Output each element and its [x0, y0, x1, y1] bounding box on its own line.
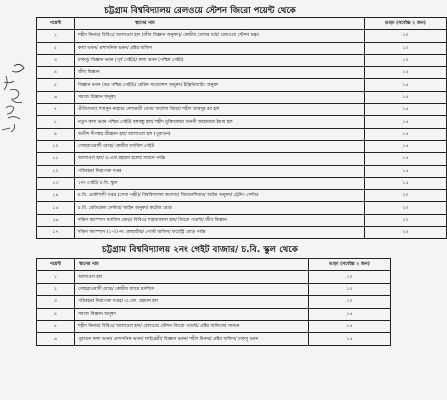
table-row — [37, 283, 391, 295]
table-row — [37, 153, 447, 165]
row-place: প্রীতিলতা/ শামসুন নাহার/ দেশনেত্রী বেগম খালেদা জিয়া/ শহীদ আবদুর রব হল — [75, 104, 365, 116]
row-point: ৮ — [37, 116, 75, 128]
table-row — [37, 128, 447, 140]
section2-title: চট্টগ্রাম বিশ্ববিদ্যালয় ২নং গেইট বাজার/ চ.বি. স্কুল থেকে — [102, 245, 298, 255]
row-place: দক্ষিণ ক্যাম্পাস মসজিদ মোড়/ বিবিএ/ শাহজালাল হল/ জিরো পয়েন্ট/ জীব বিজ্ঞান — [75, 214, 365, 226]
row-fare: ১০ — [365, 54, 447, 66]
table-row — [37, 91, 447, 103]
row-fare: ১০ — [309, 283, 391, 295]
header-place: স্থানের নাম — [75, 18, 365, 30]
table-row — [37, 177, 447, 189]
table-row — [37, 54, 447, 66]
row-point: ১৫ — [37, 202, 75, 214]
row-place: পরিবহন/ নিরাপত্তা দপ্তর — [75, 165, 365, 177]
table-row — [37, 214, 447, 226]
table-row — [37, 227, 447, 239]
table-row — [37, 140, 447, 152]
row-fare: ২০ — [365, 190, 447, 202]
row-place: চাকসু/ বিজ্ঞান ভবন (পূর্ব গেইট)/ কলা ভবন (পশ্চিম গেইট) — [75, 54, 365, 66]
row-fare: ১৫ — [365, 104, 447, 116]
row-place: সমাজ বিজ্ঞান অনুষদ — [75, 308, 309, 320]
header-fare: ভাড়া (সর্বোচ্চ ২ জন) — [365, 18, 447, 30]
fare-table-railway-station — [36, 17, 447, 239]
section1-title: চট্টগ্রাম বিশ্ববিদ্যালয় রেলওয়ে স্টেশন জিরো পয়েন্ট থেকে — [104, 5, 296, 15]
row-fare: ১৫ — [365, 153, 447, 165]
row-point: ৬ — [37, 333, 75, 345]
row-point: ৩ — [37, 296, 75, 308]
row-point: ১৬ — [37, 214, 75, 226]
row-place: শহীদ মিনার/ বিবিএ/ আলাওল হল/ রেলওয়ে স্টেশন জিরো পয়েন্ট/ প্রক্টর অফিসের সামনে — [75, 320, 309, 332]
row-fare: ২০ — [365, 202, 447, 214]
row-place: সোহরাওয়ার্দী মোড়/ কেন্দ্রীয় মসজিদ গেইট — [75, 140, 365, 152]
table-row — [37, 271, 391, 283]
row-point: ৪ — [37, 67, 75, 79]
row-place: আলাওল হল/ এ.এফ.রহমান হলের সামনে পর্যন্ত — [75, 153, 365, 165]
row-point: ৩ — [37, 54, 75, 66]
row-fare: ১০ — [309, 296, 391, 308]
row-point: ২ — [37, 42, 75, 54]
table-row — [37, 79, 447, 91]
table-header-row — [37, 18, 447, 30]
row-fare: ১০ — [365, 30, 447, 42]
table-row — [37, 333, 391, 345]
row-point: ৫ — [37, 320, 75, 332]
table-row — [37, 296, 391, 308]
row-fare: ২০ — [365, 214, 447, 226]
row-fare: ১৫ — [365, 116, 447, 128]
table-row — [37, 67, 447, 79]
table-row — [37, 190, 447, 202]
row-point: ৬ — [37, 91, 75, 103]
header-fare: ভাড়া (সর্বোচ্চ ২ জন) — [309, 259, 391, 271]
handwritten-margin-note — [0, 60, 36, 135]
row-fare: ১৫ — [365, 165, 447, 177]
row-place: শহীদ মিনার/ বিবিএ/ আলাওল হল (জীব বিজ্ঞান অনুষদ)/ কেন্দ্রীয় খেলার মাঠ/ রেলওয়ে স্টেশন চত্বর — [75, 30, 365, 42]
row-point: ১ — [37, 271, 75, 283]
row-place: চ.বি. মেডিকেল সেন্টার/ আইন অনুষদ/ কটেজ মোড় — [75, 202, 365, 214]
row-fare: ১০ — [365, 42, 447, 54]
row-fare: ১৫ — [365, 128, 447, 140]
row-place: পুরাতন কলা ভবন/ প্রশাসনিক ভবন/ লাইব্রেরী/ বিজ্ঞান ভবন/ শহীদ মিনার/ প্রক্টর অফিস/ চাকসু ভবন — [75, 333, 309, 345]
row-place: জীব বিজ্ঞান — [75, 67, 365, 79]
table-header-row — [37, 259, 391, 271]
row-fare: ১৫ — [365, 67, 447, 79]
row-point: ৪ — [37, 308, 75, 320]
row-place: চ.বি. প্রকৌশলী দপ্তর (সেবা পল্লী)/ বিশ্ববিদ্যালয় কলেজ/ জিমনেশিয়াম/ আইন অনুষদ/ ট্রেনিং সেন্টার — [75, 190, 365, 202]
header-point: পয়েন্ট — [37, 18, 75, 30]
table-row — [37, 104, 447, 116]
row-fare: ১৫ — [365, 140, 447, 152]
row-fare: ১৫ — [365, 177, 447, 189]
row-place: নতুন কলা ভবন পশ্চিম গেইট/ বঙ্গবন্ধু হল/ শহীদ মুক্তিযোদ্ধা জননী জাহানারা ইমাম হল — [75, 116, 365, 128]
row-place: সোহরাওয়ার্দী মোড়/ কেন্দ্রীয় জামে মসজিদ — [75, 283, 309, 295]
table-row — [37, 165, 447, 177]
row-fare: ১০ — [309, 271, 391, 283]
row-place: কলা ভবন/ প্রশাসনিক ভবন/ প্রক্টর অফিস — [75, 42, 365, 54]
row-place: বিজ্ঞান ভবন (বড় পশ্চিম গেইট)/ মেরিন সায়েন্সেস অনুষদ/ ইঞ্জিনিয়ারিং অনুষদ — [75, 79, 365, 91]
row-point: ৯ — [37, 128, 75, 140]
row-point: ১০ — [37, 140, 75, 152]
row-point: ১১ — [37, 153, 75, 165]
row-place: সমাজ বিজ্ঞান অনুষদ — [75, 91, 365, 103]
row-point: ১৪ — [37, 190, 75, 202]
table-row — [37, 320, 391, 332]
table-row — [37, 42, 447, 54]
table-row — [37, 308, 391, 320]
row-point: ১ — [37, 30, 75, 42]
row-point: ২ — [37, 283, 75, 295]
row-fare: ১৫ — [365, 91, 447, 103]
row-fare: ২৫ — [365, 227, 447, 239]
row-place: দক্ষিণ ক্যাম্পাস (১-৩) নং কোয়ার্টার/ পোস্ট অফিস/ ফরেস্ট্রি মোড় পর্যন্ত — [75, 227, 365, 239]
row-fare: ১৫ — [309, 308, 391, 320]
row-place: পরিবহন/ নিরাপত্তা দপ্তর/ এ.এফ. রহমান হল — [75, 296, 309, 308]
row-fare: ১৫ — [309, 333, 391, 345]
row-fare: ১৫ — [365, 79, 447, 91]
row-place: অতীশ দীপঙ্কর শ্রীজ্ঞান হল/ আলাওল হল (পুরাতন) — [75, 128, 365, 140]
row-place: আলাওল হল — [75, 271, 309, 283]
fare-table-gate-two — [36, 258, 391, 346]
row-point: ৭ — [37, 104, 75, 116]
table-row — [37, 202, 447, 214]
table-row — [37, 116, 447, 128]
row-point: ১৩ — [37, 177, 75, 189]
header-point: পয়েন্ট — [37, 259, 75, 271]
row-point: ১২ — [37, 165, 75, 177]
row-place: ২নং গেইট/ চ.বি. স্কুল — [75, 177, 365, 189]
row-fare: ১৫ — [309, 320, 391, 332]
table-row — [37, 30, 447, 42]
row-point: ৫ — [37, 79, 75, 91]
header-place: স্থানের নাম — [75, 259, 309, 271]
row-point: ১৭ — [37, 227, 75, 239]
